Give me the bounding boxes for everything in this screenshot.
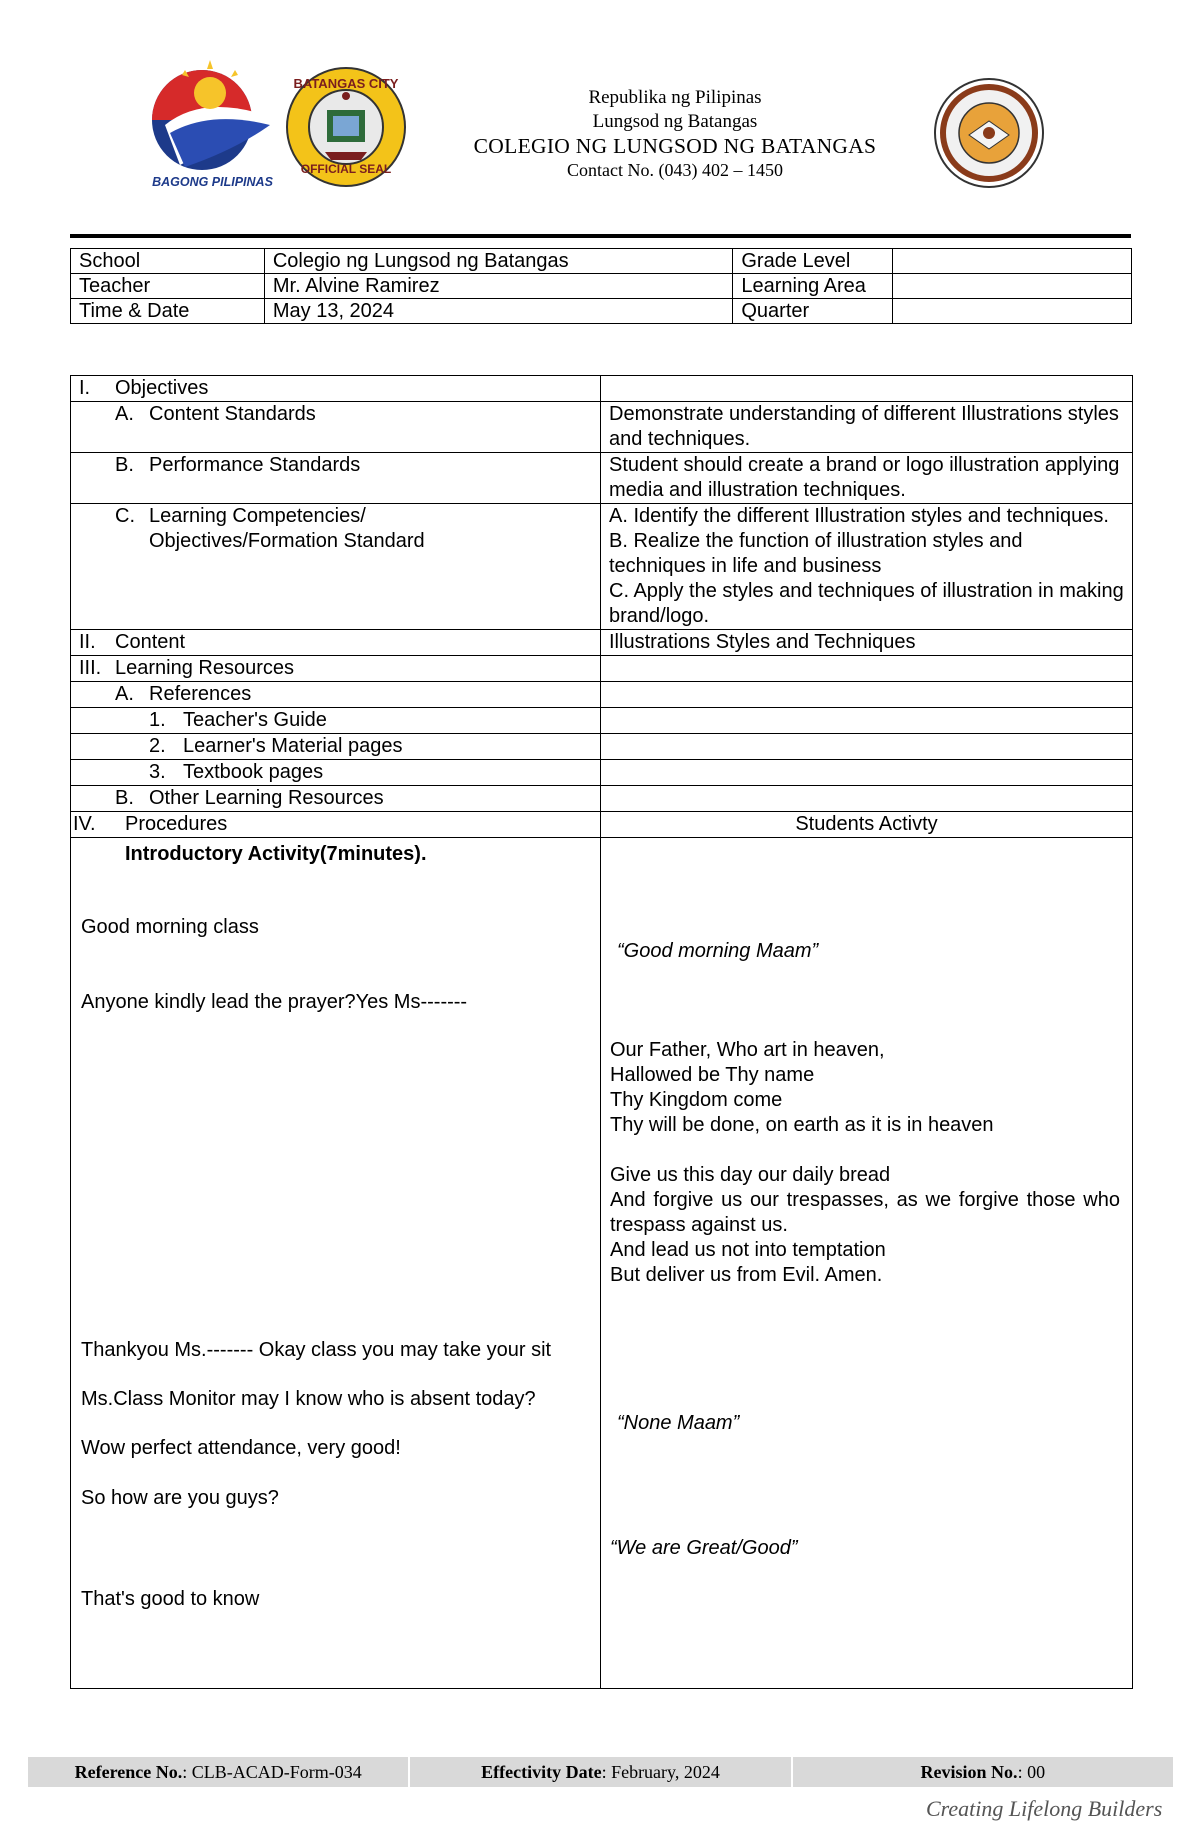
student-reply-attendance: “None Maam” — [617, 1412, 740, 1434]
prayer-line-1: Our Father, Who art in heaven, — [610, 1039, 885, 1061]
grade-level-label: Grade Level — [733, 249, 893, 274]
prayer-line-6: And forgive us our trespasses, as we forgive those who trespass against us. — [610, 1189, 1120, 1236]
student-reply-greeting: “Good morning Maam” — [617, 940, 819, 962]
school-value: Colegio ng Lungsod ng Batangas — [264, 249, 733, 274]
info-row-school — [71, 249, 1132, 274]
content-value: Illustrations Styles and Techniques — [601, 630, 1133, 656]
textbook-pages-label: Textbook pages — [183, 761, 324, 783]
prayer-line-7: And lead us not into temptation — [610, 1239, 886, 1261]
competency-b: B. Realize the function of illustration styles and techniques in life and business — [609, 530, 1023, 577]
learners-material-label: Learner's Material pages — [183, 735, 403, 757]
info-row-date — [71, 299, 1132, 324]
header-republic: Republika ng Pilipinas — [588, 87, 762, 108]
quarter-label: Quarter — [733, 299, 893, 324]
student-activity-cell — [601, 838, 1133, 1689]
other-resources-num: B. — [115, 787, 134, 809]
footer-effectivity — [408, 1757, 790, 1787]
content-label: Content — [115, 631, 186, 653]
learning-area-value — [893, 274, 1132, 299]
seal-text-bottom: OFFICIAL SEAL — [300, 162, 392, 176]
letterhead — [430, 86, 920, 182]
content-row — [71, 630, 1133, 656]
references-num: A. — [115, 683, 134, 705]
teacher-line-attendance: Ms.Class Monitor may I know who is absent today? — [81, 1388, 536, 1410]
header-contact: Contact No. (043) 402 – 1450 — [567, 160, 783, 180]
performance-standards-value: Student should create a brand or logo illustration applying media and illustration techniques. — [601, 453, 1133, 504]
footer-reference-label: Reference No. — [74, 1761, 183, 1782]
learning-competencies-row — [71, 504, 1133, 630]
prayer-line-2: Hallowed be Thy name — [610, 1064, 815, 1086]
performance-standards-row — [71, 453, 1133, 504]
footer-effectivity-label: Effectivity Date — [481, 1761, 602, 1782]
competencies-label-line1: Learning Competencies/ — [149, 505, 366, 527]
student-reply-feeling: “We are Great/Good” — [610, 1537, 798, 1559]
objectives-num: I. — [79, 377, 91, 399]
teacher-value: Mr. Alvine Ramirez — [264, 274, 733, 299]
other-resources-row — [71, 786, 1133, 812]
performance-standards-num: B. — [115, 454, 134, 476]
info-row-teacher — [71, 274, 1132, 299]
procedures-label: Procedures — [125, 813, 228, 835]
textbook-pages-num: 3. — [149, 761, 166, 783]
students-activity-header: Students Activty — [601, 812, 1133, 838]
learners-material-row — [71, 734, 1133, 760]
resources-num: III. — [79, 657, 102, 679]
competencies-num: C. — [115, 505, 135, 527]
teacher-line-praise: Wow perfect attendance, very good! — [81, 1437, 401, 1459]
content-standards-label: Content Standards — [149, 403, 316, 425]
competency-c: C. Apply the styles and techniques of illustration in making brand/logo. — [609, 580, 1124, 627]
content-standards-num: A. — [115, 403, 134, 425]
teachers-guide-num: 1. — [149, 709, 166, 731]
resources-label: Learning Resources — [115, 657, 294, 679]
header-college-name: COLEGIO NG LUNGSOD NG BATANGAS — [473, 134, 877, 158]
date-label: Time & Date — [71, 299, 265, 324]
procedure-body-row — [71, 838, 1133, 1689]
teacher-line-greeting: Good morning class — [81, 916, 259, 938]
teacher-line-thanks: Thankyou Ms.------- Okay class you may take your sit — [81, 1339, 552, 1361]
prayer-line-4: Thy will be done, on earth as it is in heaven — [610, 1114, 994, 1136]
teacher-label: Teacher — [71, 274, 265, 299]
learning-area-label: Learning Area — [733, 274, 893, 299]
footer-slogan: Creating Lifelong Builders — [926, 1796, 1163, 1821]
school-label: School — [71, 249, 265, 274]
content-standards-row — [71, 402, 1133, 453]
seal-text-top: BATANGAS CITY — [293, 76, 399, 91]
teachers-guide-row — [71, 708, 1133, 734]
teacher-line-goodtoknow: That's good to know — [81, 1588, 260, 1610]
procedures-row — [71, 812, 1133, 838]
content-num: II. — [79, 631, 96, 653]
info-table — [70, 248, 1132, 324]
lesson-plan-table — [70, 375, 1133, 1689]
teacher-activity-cell — [71, 838, 601, 1689]
bagong-pilipinas-logo — [140, 55, 285, 195]
footer-revision-label: Revision No. — [920, 1761, 1018, 1782]
footer-reference — [28, 1757, 408, 1787]
references-row — [71, 682, 1133, 708]
competencies-label-line2: Objectives/Formation Standard — [149, 530, 425, 552]
prayer-line-3: Thy Kingdom come — [610, 1089, 783, 1111]
objectives-label: Objectives — [115, 377, 209, 399]
performance-standards-label: Performance Standards — [149, 454, 361, 476]
textbook-pages-row — [71, 760, 1133, 786]
teachers-guide-label: Teacher's Guide — [183, 709, 327, 731]
objectives-row — [71, 376, 1133, 402]
competency-a: A. Identify the different Illustration styles and techniques. — [609, 505, 1109, 527]
header-city: Lungsod ng Batangas — [592, 111, 758, 132]
intro-activity-title: Introductory Activity(7minutes). — [125, 843, 427, 865]
references-label: References — [149, 683, 252, 705]
footer-revision — [791, 1757, 1173, 1787]
other-resources-label: Other Learning Resources — [149, 787, 384, 809]
prayer-line-5: Give us this day our daily bread — [610, 1164, 891, 1186]
header-divider — [70, 234, 1131, 238]
batangas-city-seal — [285, 66, 407, 188]
date-value: May 13, 2024 — [264, 299, 733, 324]
prayer-line-8: But deliver us from Evil. Amen. — [610, 1264, 883, 1286]
footer-reference-value: : CLB-ACAD-Form-034 — [182, 1761, 362, 1782]
logo-caption: BAGONG PILIPINAS — [152, 175, 273, 189]
footer-effectivity-value: : February, 2024 — [601, 1761, 720, 1782]
college-seal — [932, 77, 1046, 189]
learners-material-num: 2. — [149, 735, 166, 757]
teacher-line-prayer: Anyone kindly lead the prayer?Yes Ms------- — [81, 991, 468, 1013]
learning-resources-row — [71, 656, 1133, 682]
document-footer — [28, 1757, 1173, 1787]
grade-level-value — [893, 249, 1132, 274]
prayer-text — [610, 1038, 1120, 1288]
procedures-num: IV. — [73, 813, 96, 835]
content-standards-value: Demonstrate understanding of different Illustrations styles and techniques. — [601, 402, 1133, 453]
quarter-value — [893, 299, 1132, 324]
teacher-line-howareyou: So how are you guys? — [81, 1487, 279, 1509]
footer-revision-value: : 00 — [1017, 1761, 1046, 1782]
